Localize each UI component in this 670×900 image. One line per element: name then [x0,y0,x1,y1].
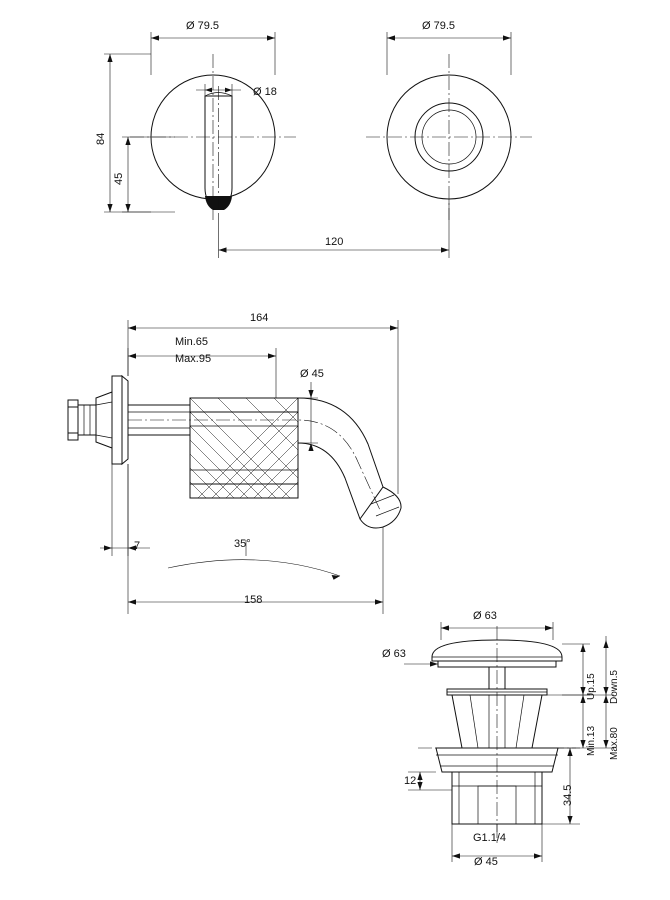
dim-spout-angle: 35° [234,538,251,550]
dim-waste-cap-diameter-side: Ø 63 [382,648,406,660]
dim-handle-height-center: 45 [113,172,125,185]
dim-spout-max-wall: Max.95 [175,353,212,365]
dim-waste-travel-down: Down.5 [609,670,620,704]
dim-spout-reach: 158 [244,594,263,606]
dim-spout-diameter: Ø 45 [300,368,324,380]
dim-waste-flange-diameter: Ø 45 [474,856,498,868]
dim-plate-thickness: 7 [134,540,141,552]
dim-waste-thickness-min: Min.13 [586,725,597,756]
dim-spout-plate-diameter: Ø 79.5 [422,20,456,32]
dim-waste-flange-thickness: 12 [404,775,417,787]
dim-waste-travel-up: Up.15 [586,673,597,700]
dim-waste-tail-length: 34.5 [562,784,574,806]
dim-waste-thickness-max: Max.80 [609,727,620,760]
dim-waste-cap-diameter-top: Ø 63 [473,610,497,622]
dim-handle-plate-diameter: Ø 79.5 [186,20,220,32]
dim-waste-thread: G1.1/4 [473,832,507,844]
dim-handle-height-total: 84 [95,132,107,145]
dim-lever-diameter: Ø 18 [253,86,277,98]
dim-spout-min-wall: Min.65 [175,336,209,348]
dim-spout-total-projection: 164 [250,312,269,324]
dim-center-spacing: 120 [325,236,344,248]
